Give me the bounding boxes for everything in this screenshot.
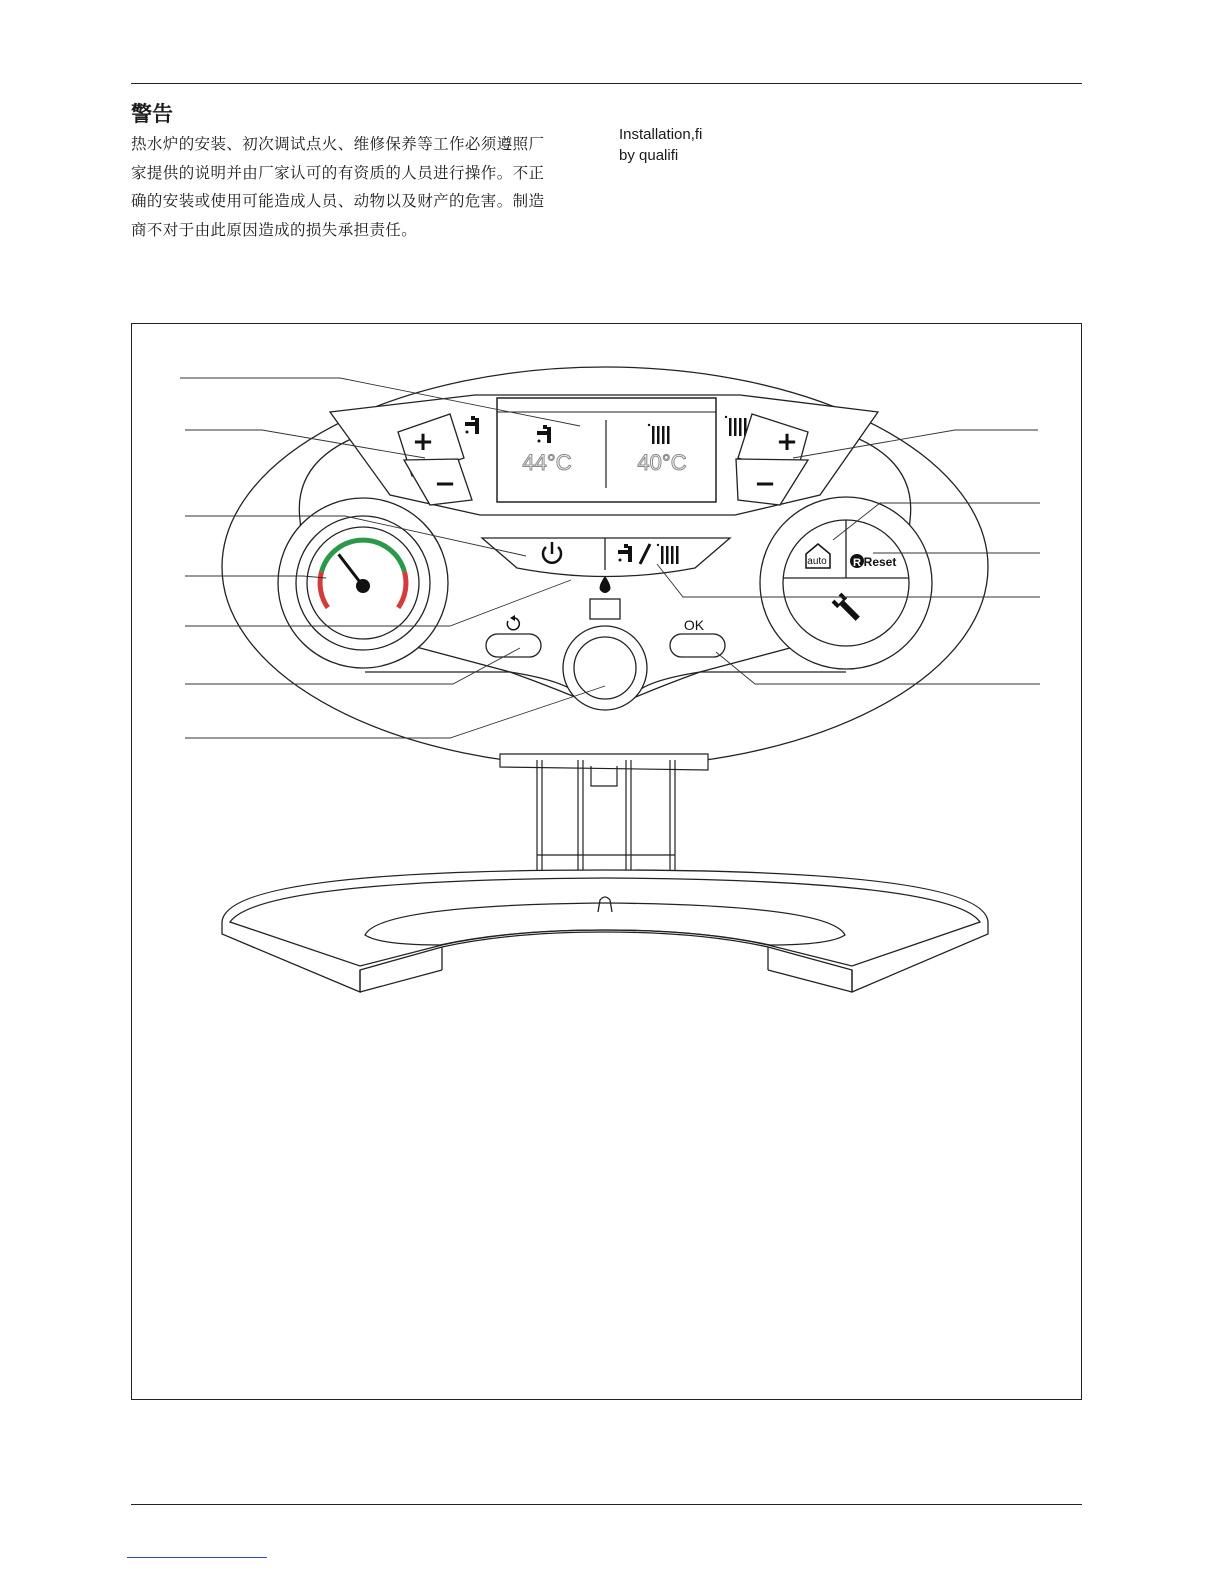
warning-title: 警告 bbox=[131, 102, 173, 126]
reset-button[interactable] bbox=[850, 554, 896, 569]
reset-initial: R bbox=[853, 557, 861, 569]
ok-button[interactable] bbox=[670, 634, 725, 657]
dhw-plus-button[interactable]: + bbox=[412, 427, 434, 457]
service-dial bbox=[760, 497, 932, 669]
ok-label: OK bbox=[683, 617, 705, 633]
dhw-temperature: 44°C bbox=[522, 450, 572, 475]
footer-link-underline bbox=[127, 1557, 267, 1558]
warning-line-3: 确的安装或使用可能造成人员、动物以及财产的危害。制造 bbox=[131, 192, 545, 211]
warning-line-4: 商不对于由此原因造成的损失承担责任。 bbox=[131, 220, 418, 239]
english-line-1: Installation,fi bbox=[619, 126, 703, 143]
lcd-display bbox=[497, 398, 716, 502]
pressure-gauge bbox=[278, 498, 448, 668]
auto-label: auto bbox=[807, 556, 827, 567]
back-button[interactable] bbox=[486, 634, 541, 657]
warning-line-2: 家提供的说明并由厂家认可的有资质的人员进行操作。不正 bbox=[131, 163, 545, 182]
warning-line-1: 热水炉的安装、初次调试点火、维修保养等工作必须遵照厂 bbox=[131, 135, 545, 153]
flame-indicator-window bbox=[590, 599, 620, 619]
hinge-connector bbox=[500, 754, 708, 878]
selector-knob[interactable] bbox=[574, 637, 636, 699]
english-line-2: by qualifi bbox=[619, 147, 679, 164]
bottom-rule bbox=[131, 1504, 1082, 1505]
heating-plus-button[interactable]: + bbox=[776, 427, 798, 457]
heating-temperature: 40°C bbox=[637, 450, 687, 475]
bottom-tray bbox=[222, 870, 988, 992]
reset-label: Reset bbox=[863, 555, 897, 569]
dhw-minus-button[interactable]: − bbox=[434, 469, 456, 499]
heating-minus-button[interactable]: − bbox=[754, 469, 776, 499]
